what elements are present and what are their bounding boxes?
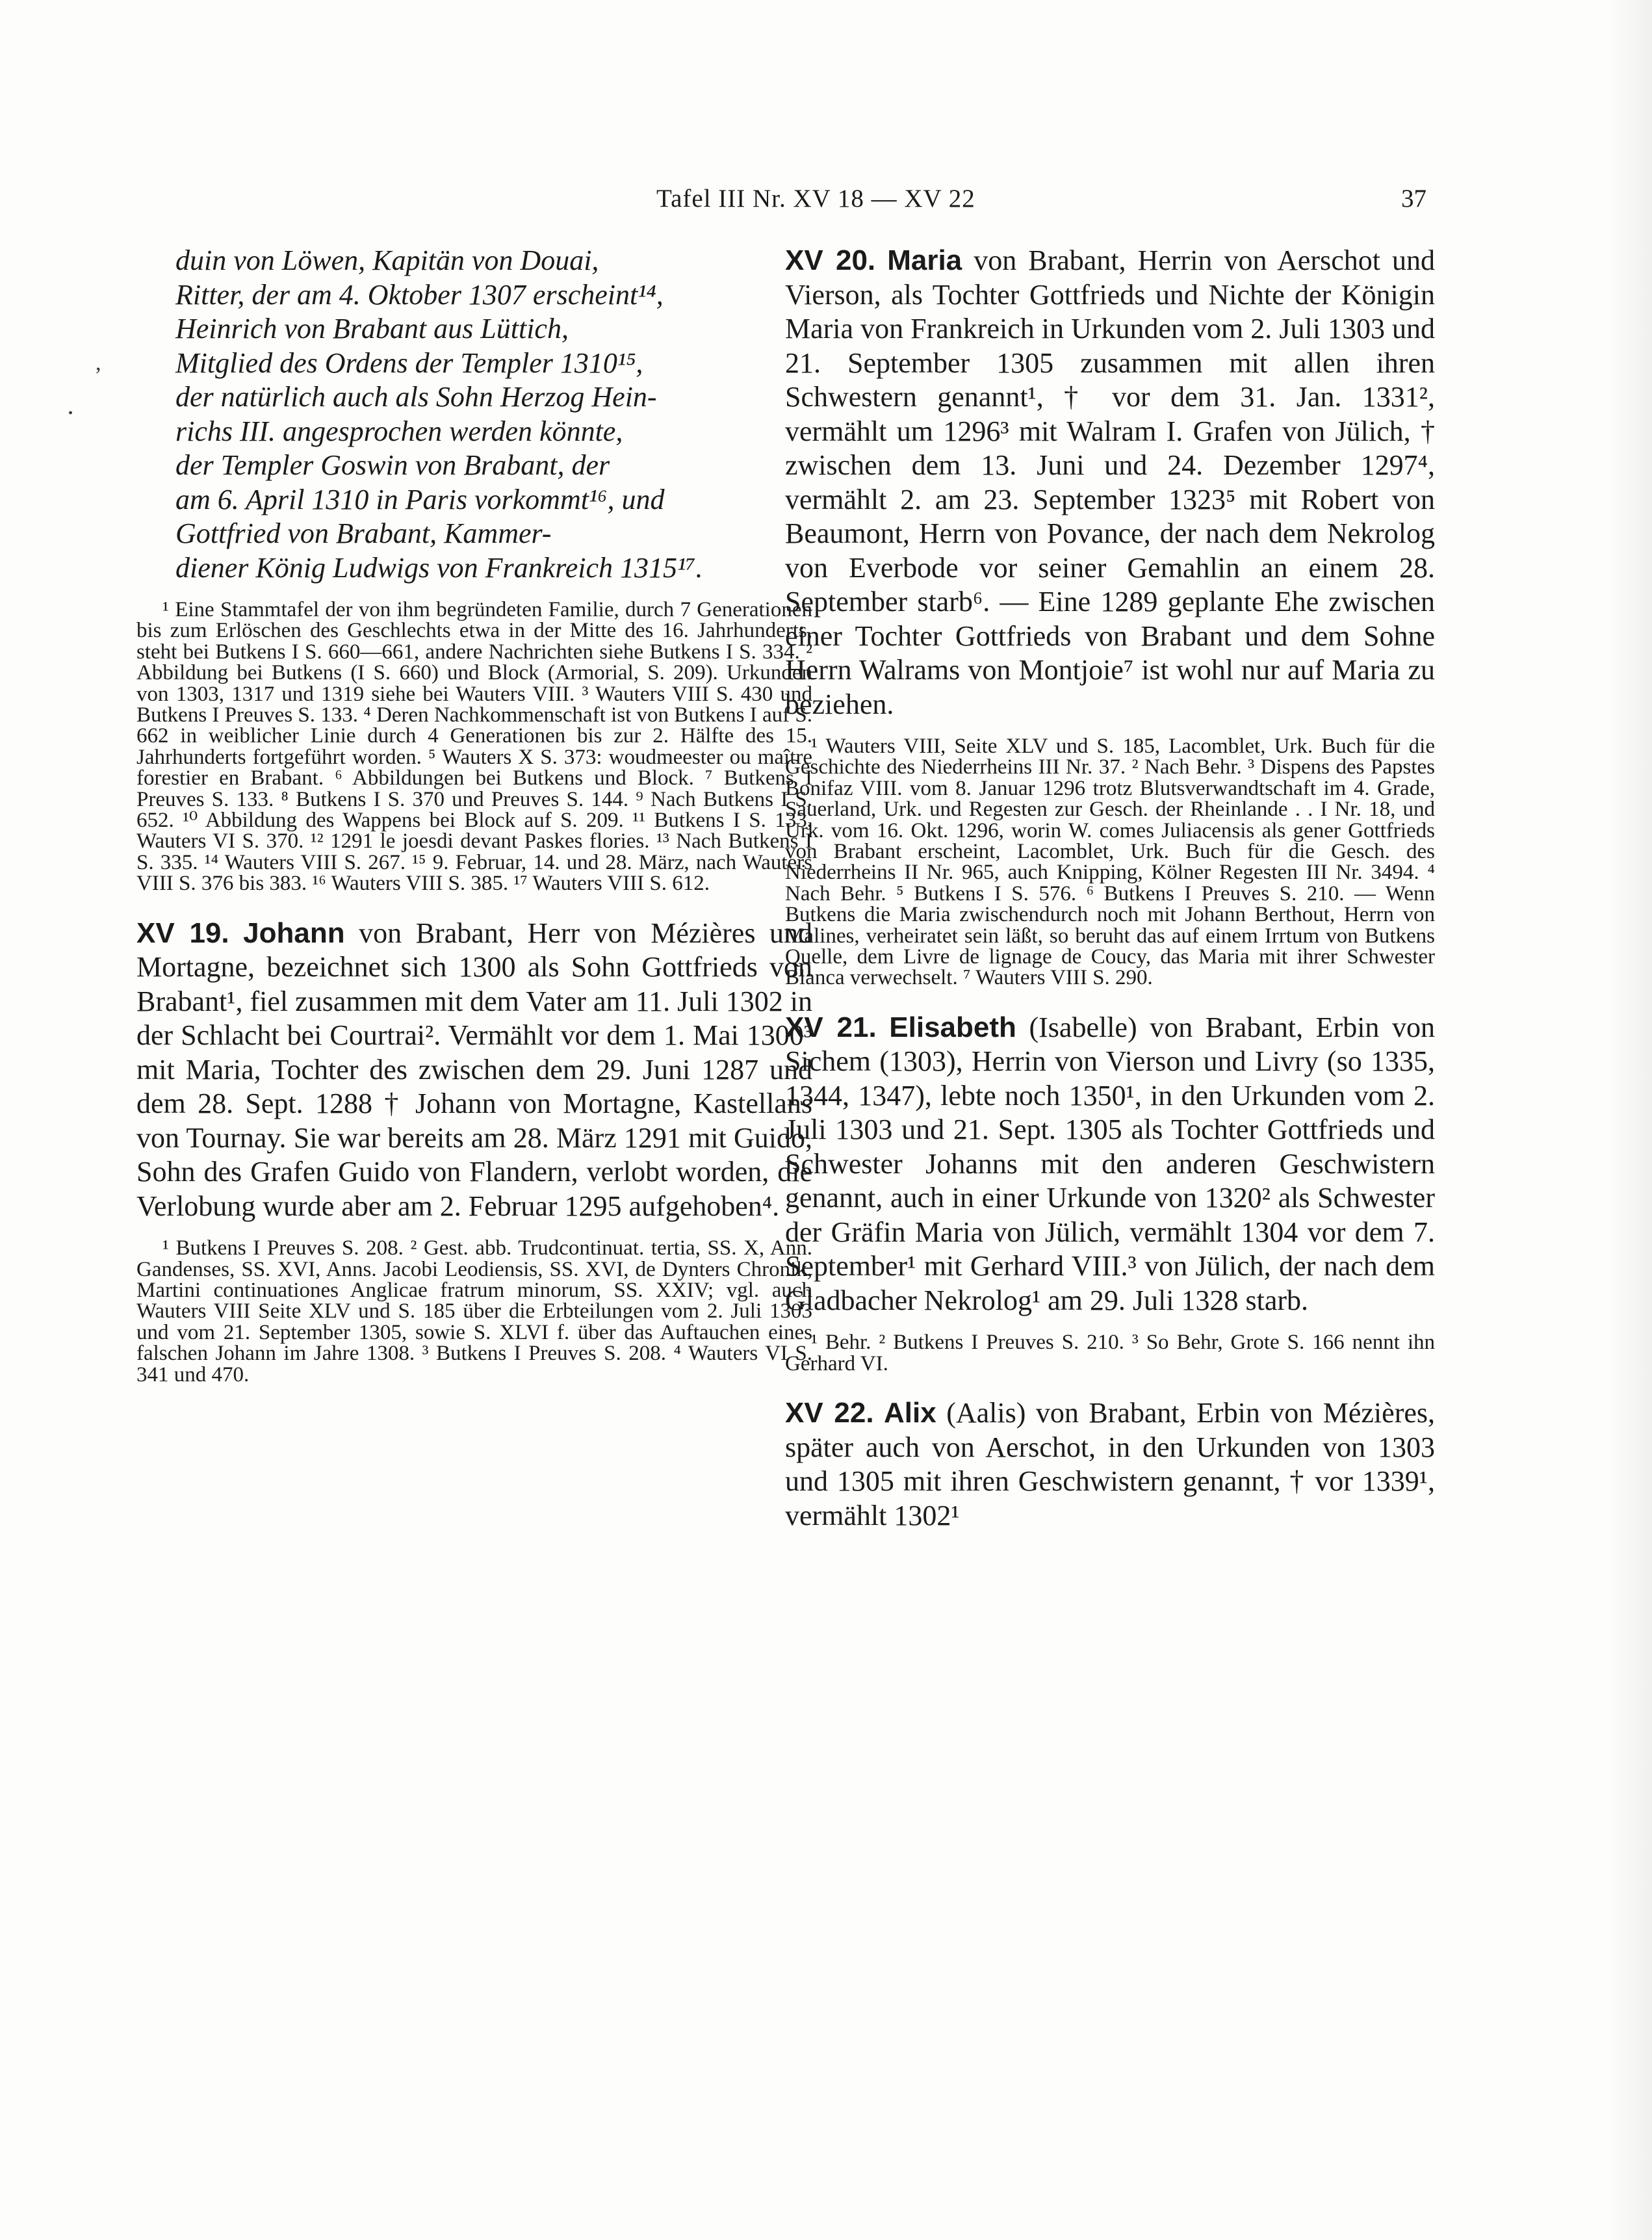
entry-xv19 xyxy=(136,917,812,1224)
entry-name: Johann xyxy=(243,917,345,949)
footnotes-xv20: ¹ Wauters VIII, Seite XLV und S. 185, Lacomblet, Urk. Buch für die Geschichte des Niederrheins III Nr. 37. ² Nach Behr. ³ Dispens des Papstes Bonifaz VIII. vom 8. Januar 1296 trotz Blutsverwandtschaft im 4. Grade, Sauerland, Urk. und Regesten zur Gesch. der Rheinlande . . I Nr. 18, und Urk. vom 16. Okt. 1296, worin W. comes Juliacensis als gener Gottfrieds von Brabant erscheint, Lacomblet, Urk. Buch für die Gesch. des Niederrheins II Nr. 965, auch Knipping, Kölner Regesten III Nr. 3494. ⁴ Nach Behr. ⁵ Butkens I S. 576. ⁶ Butkens I Preuves S. 210. — Wenn Butkens die Maria zwischendurch noch mit Johann Berthout, Herrn von Malines, verheiratet sein läßt, so beruht das auf einem Irrtum von Butkens Quelle, dem Livre de lignage de Coucy, das Maria mit ihrer Schwester Blanca verwechselt. ⁷ Wauters VIII S. 290. xyxy=(785,735,1435,990)
entry-xv20 xyxy=(785,244,1435,722)
entry-text: von Brabant, Herrin von Aerschot und Vierson, als Tochter Gottfrieds und Nichte der Königin Maria von Frankreich in Urkunden vom 2. Juli 1303 und 21. September 1305 zusammen mit allen ihren Schwestern genannt¹, † vor dem 31. Jan. 1331², vermählt um 1296³ mit Walram I. Grafen von Jülich, † zwischen dem 13. Juni und 24. Dezember 1297⁴, vermählt 2. am 23. September 1323⁵ mit Robert von Beaumont, Herrn von Povance, der nach dem Nekrolog von Everbode vor seiner Gemahlin an einem 28. September starb⁶. — Eine 1289 geplante Ehe zwischen einer Tochter Gottfrieds von Brabant und dem Sohne Herrn Walrams von Montjoie⁷ ist wohl nur auf Maria zu beziehen. xyxy=(785,244,1435,720)
entry-xv22 xyxy=(785,1396,1435,1533)
entry-name: Alix xyxy=(884,1397,936,1429)
entry-text: (Isabelle) von Brabant, Erbin von Sichem (1303), Herrin von Vierson und Livry (so 1335, 1344, 1347), lebte noch 1350¹, in den Urkunden vom 2. Juli 1303 und 21. Sept. 1305 als Tochter Gottfrieds und Schwester Johanns mit den anderen Geschwistern genannt, auch in einer Urkunde von 1320² als Schwester der Gräfin Maria von Jülich, vermählt 1304 vor dem 7. September¹ mit Gerhard VIII.³ von Jülich, der nach dem Gladbacher Nekrolog¹ am 29. Juli 1328 starb. xyxy=(785,1011,1436,1316)
text-line: Gottfried von Brabant, Kammer- xyxy=(175,517,552,549)
entry-xv21 xyxy=(785,1011,1435,1318)
entry-number: XV 20. xyxy=(785,244,876,276)
left-column xyxy=(136,244,812,1385)
footnotes-xv21: ¹ Behr. ² Butkens I Preuves S. 210. ³ So Behr, Grote S. 166 nennt ihn Gerhard VI. xyxy=(785,1331,1435,1375)
running-title: Tafel III Nr. XV 18 — XV 22 xyxy=(656,185,975,213)
running-header xyxy=(0,184,1652,223)
text-line: duin von Löwen, Kapitän von Douai, xyxy=(175,244,599,276)
entry-name: Elisabeth xyxy=(889,1011,1016,1043)
text-line: der natürlich auch als Sohn Herzog Hein- xyxy=(175,381,657,413)
text-line: diener König Ludwigs von Frankreich 1315¹⁷. xyxy=(175,551,703,584)
entry-name: Maria xyxy=(887,244,962,276)
right-column xyxy=(785,244,1435,1533)
footnotes-xv18: ¹ Eine Stammtafel der von ihm begründeten Familie, durch 7 Generationen bis zum Erlöschen des Geschlechts etwa in der Mitte des 16. Jahrhunderts, steht bei Butkens I S. 660—661, andere Nachrichten siehe Butkens I S. 334. ² Abbildung bei Butkens (I S. 660) und Block (Armorial, S. 209). Urkunden von 1303, 1317 und 1319 siehe bei Wauters VIII. ³ Wauters VIII S. 430 und Butkens I Preuves S. 133. ⁴ Deren Nachkommenschaft ist von Butkens I auf S. 662 in weiblicher Linie durch 4 Generationen bis zur 2. Hälfte des 15. Jahrhunderts fortgeführt worden. ⁵ Wauters X S. 373: woudmeester ou maître forestier en Brabant. ⁶ Abbildungen bei Butkens und Block. ⁷ Butkens I Preuves S. 133. ⁸ Butkens I S. 370 und Preuves S. 144. ⁹ Nach Butkens I S. 652. ¹⁰ Abbildung des Wappens bei Block auf S. 209. ¹¹ Butkens I S. 133, Wauters VI S. 370. ¹² 1291 le joesdi devant Paskes flories. ¹³ Nach Butkens I S. 335. ¹⁴ Wauters VIII S. 267. ¹⁵ 9. Februar, 14. und 28. März, nach Wauters VIII S. 376 bis 383. ¹⁶ Wauters VIII S. 385. ¹⁷ Wauters VIII S. 612. xyxy=(136,598,812,896)
xv18-continuation xyxy=(136,244,812,585)
page-number: 37 xyxy=(1401,185,1426,213)
entry-number: XV 21. xyxy=(785,1011,877,1043)
text-line: der Templer Goswin von Brabant, der xyxy=(175,449,610,481)
entry-number: XV 22. xyxy=(785,1397,874,1429)
entry-number: XV 19. xyxy=(136,917,229,949)
entry-text: (Aalis) von Brabant, Erbin von Mézières, später auch von Aerschot, in den Urkunden von 1303 und 1305 mit ihren Geschwistern genannt, † vor 1339¹, vermählt 1302¹ xyxy=(785,1397,1435,1531)
margin-mark: , xyxy=(96,351,101,375)
text-line: Ritter, der am 4. Oktober 1307 erscheint¹⁴, xyxy=(175,278,664,311)
page-edge-shadow xyxy=(1607,0,1652,2240)
entry-text: von Brabant, Herr von Mézières und Mortagne, bezeichnet sich 1300 als Sohn Gottfrieds von Brabant¹, fiel zusammen mit dem Vater am 11. Juli 1302 in der Schlacht bei Courtrai². Vermählt vor dem 1. Mai 1300³ mit Maria, Tochter des zwischen dem 29. Juni 1287 und dem 28. Sept. 1288 † Johann von Mortagne, Kastellans von Tournay. Sie war bereits am 28. März 1291 mit Guido, Sohn des Grafen Guido von Flandern, verlobt worden, die Verlobung wurde aber am 2. Februar 1295 aufgehoben⁴. xyxy=(136,917,812,1222)
footnotes-xv19: ¹ Butkens I Preuves S. 208. ² Gest. abb. Trudcontinuat. tertia, SS. X, Ann. Gandenses, SS. XVI, Anns. Jacobi Leodiensis, SS. XVI, de Dynters Chronik, Martini continuationes Anglicae fratrum minorum, SS. XXIV; vgl. auch Wauters VIII Seite XLV und S. 185 über die Erbteilungen vom 2. Juli 1303 und vom 21. September 1305, sowie S. XLVI f. über das Auftauchen eines falschen Johann im Jahre 1308. ³ Butkens I Preuves S. 208. ⁴ Wauters VI S. 341 und 470. xyxy=(136,1236,812,1387)
margin-dot: • xyxy=(68,406,73,421)
text-line: Mitglied des Ordens der Templer 1310¹⁵, xyxy=(175,346,643,379)
text-line: am 6. April 1310 in Paris vorkommt¹⁶, und xyxy=(175,483,665,515)
text-line: richs III. angesprochen werden könnte, xyxy=(175,415,623,447)
text-line: Heinrich von Brabant aus Lüttich, xyxy=(175,313,569,345)
